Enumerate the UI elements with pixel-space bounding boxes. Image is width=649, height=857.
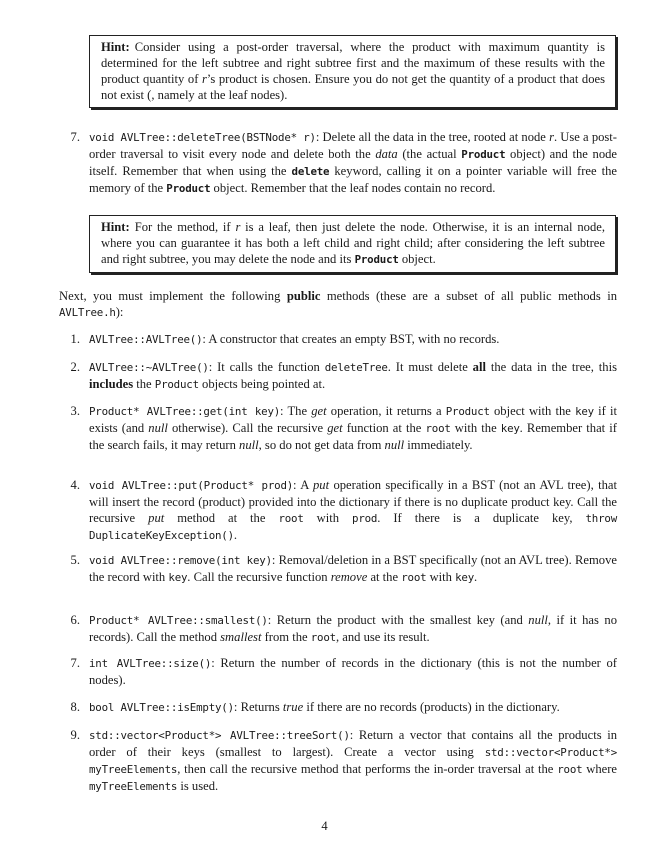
emphasis: remove (330, 570, 368, 584)
item-text: with (426, 570, 456, 584)
item-text: where (582, 762, 617, 776)
code-inline: root (310, 631, 336, 644)
code-inline: key (455, 571, 475, 584)
item-text: the data in the tree, this (485, 360, 617, 374)
code-inline: root (425, 422, 451, 435)
variable-r: r (201, 72, 207, 86)
intro-paragraph (59, 288, 617, 321)
emphasis: put (313, 478, 330, 492)
item-text: . It must delete (387, 360, 473, 374)
item-text: with the (450, 421, 501, 435)
item-text: , if it has no records). Call the method (89, 613, 617, 644)
item-text: : Removal/deletion in a BST specifically (not an AVL tree). Remove the record with (89, 553, 617, 584)
code-inline: key (500, 422, 520, 435)
emphasis: smallest (220, 630, 262, 644)
emphasis: null (148, 421, 168, 435)
method-signature: AVLTree::AVLTree() (89, 333, 203, 346)
item-text: object) and the node itself. Remember that when using the (89, 147, 617, 178)
list-item-remove (89, 552, 617, 586)
code-inline: root (401, 571, 427, 584)
method-signature: Product* AVLTree::smallest() (89, 614, 268, 627)
hint-box-1 (89, 35, 616, 108)
item-text: : A constructor that creates an empty BST, with no records. (202, 332, 500, 346)
emphasis: null (528, 613, 548, 627)
emphasis: get (327, 421, 343, 435)
list-item-get (89, 403, 617, 453)
item-text: operation, it returns a (326, 404, 446, 418)
code-inline: root (557, 763, 583, 776)
variable-r: r (235, 220, 241, 234)
item-text: , so do not get data from (258, 438, 385, 452)
hint-text: object. (398, 252, 436, 266)
list-item-size (89, 655, 617, 688)
code-inline: key (575, 405, 594, 418)
list-number: 7. (70, 130, 80, 144)
item-text: : Returns (233, 700, 283, 714)
code-inline: prod (352, 512, 378, 525)
hint-box-2 (89, 215, 616, 273)
hint-text: Consider using a post-order traversal, where the product with maximum quantity is determined for the left subtree and right subtree first and the maximum of these results with the product quantity of (101, 40, 605, 86)
code-product: Product (354, 253, 399, 266)
item-text: is used. (177, 779, 219, 793)
item-text: if there are no records (products) in the dictionary. (303, 700, 560, 714)
list-number: 2. (70, 360, 80, 374)
list-item-constructor (89, 331, 617, 348)
hint-text: For the method, if (134, 220, 236, 234)
emphasis: put (148, 511, 165, 525)
hint-label: Hint: (101, 220, 130, 234)
item-text: the (133, 377, 155, 391)
hint-label: Hint: (101, 40, 130, 54)
item-text: from the (261, 630, 311, 644)
list-item-put (89, 477, 617, 544)
code-inline: std::vector<Product*> myTreeElements (89, 746, 617, 776)
list-number: 1. (70, 332, 80, 346)
code-product: Product (461, 148, 506, 161)
method-signature: void AVLTree::deleteTree(BSTNode* r) (89, 131, 316, 144)
method-signature: void AVLTree::put(Product* prod) (89, 479, 294, 492)
item-text: objects being pointed at. (198, 377, 326, 391)
item-text: . If there is a duplicate key, (377, 511, 586, 525)
intro-text: Next, you must implement the following (59, 289, 287, 303)
emphasis: null (384, 438, 405, 452)
code-inline: key (168, 571, 188, 584)
emphasis: null (239, 438, 259, 452)
intro-text: methods (these are a subset of all public methods in (320, 289, 617, 303)
item-text: : Delete all the data in the tree, rooted at node (315, 130, 550, 144)
item-text: immediately. (404, 438, 473, 452)
method-signature: void AVLTree::remove(int key) (89, 554, 272, 567)
list-number: 4. (70, 478, 80, 492)
code-inline: Product (154, 378, 199, 391)
method-signature: bool AVLTree::isEmpty() (89, 701, 234, 714)
item-text: . Remember that if the search fails, it may return (89, 421, 617, 452)
item-text: : The (280, 404, 312, 418)
intro-text: ): (115, 305, 124, 319)
item-text: operation specifically in a BST (not an AVL tree), that will insert the record (product) provided into the dictionary if there is no duplicate product key. Call the recursive (89, 478, 617, 525)
list-number: 5. (70, 553, 80, 567)
item-text: method at the (164, 511, 279, 525)
code-inline: throw DuplicateKeyException() (89, 512, 618, 542)
item-text: : Return the number of records in the dictionary (this is not the number of nodes). (89, 656, 617, 687)
item-text: keyword, calling it on a pointer variable will free the memory of the (89, 164, 618, 195)
page-number: 4 (321, 819, 328, 833)
item-text: with (303, 511, 353, 525)
list-item-smallest (89, 612, 617, 646)
item-text: : It calls the function (208, 360, 325, 374)
method-signature: std::vector<Product*> AVLTree::treeSort() (89, 729, 350, 742)
item-text: object with the (489, 404, 576, 418)
emphasis-data: data (375, 147, 398, 161)
variable-r: r (549, 130, 554, 144)
list-item-destructor (89, 359, 617, 393)
method-signature: Product* AVLTree::get(int key) (89, 405, 281, 418)
code-inline: Product (445, 405, 490, 418)
item-text: . (474, 570, 478, 584)
emphasis: get (311, 404, 327, 418)
item-text: . (233, 528, 238, 542)
code-inline: deleteTree (324, 361, 388, 374)
item-text: if it exists (and (89, 404, 617, 435)
item-text: . Use a post-order traversal to visit every node and delete both the (89, 130, 618, 161)
method-signature: AVLTree::~AVLTree() (89, 361, 209, 374)
hint-text-cont: ’s product is chosen. Ensure you do not get the quantity of a product that does not exist (, namely at the leaf nodes). (101, 72, 605, 102)
code-product: Product (166, 182, 211, 195)
bold-text: all (472, 360, 486, 374)
method-signature: int AVLTree::size() (89, 657, 212, 670)
item-text: , then call the recursive method that performs the in-order traversal at the (177, 762, 558, 776)
code-filename: AVLTree.h (59, 306, 116, 319)
bold-public: public (286, 289, 321, 303)
list-number: 6. (70, 613, 80, 627)
item-text: . Call the recursive function (187, 570, 331, 584)
list-number: 8. (70, 700, 80, 714)
bold-text: includes (89, 377, 134, 391)
code-inline: myTreeElements (89, 780, 178, 793)
item-text: : Return a vector that contains all the products in order of their keys (smallest to largest). Create a vector using (89, 728, 617, 759)
item-text: : Return the product with the smallest key (and (267, 613, 529, 627)
item-text: otherwise). Call the recursive (167, 421, 328, 435)
item-text: , and use its result. (335, 630, 430, 644)
item-text: (the actual (397, 147, 462, 161)
list-number: 9. (70, 728, 80, 742)
list-item-isempty (89, 699, 617, 716)
hint-text: is a leaf, then just delete the node. Otherwise, it is an internal node, where you can guarantee it has both a left child and right child; after considering the left subtree and right subtree, you may delete the node and its (101, 220, 605, 266)
list-item-treesort (89, 727, 617, 795)
code-inline: root (278, 512, 304, 525)
item-text: function at the (342, 421, 426, 435)
emphasis: true (282, 700, 304, 714)
list-item-deletetree (89, 129, 617, 197)
item-text: object. Remember that the leaf nodes contain no record. (210, 181, 496, 195)
code-delete: delete (291, 165, 330, 178)
list-number: 3. (70, 404, 80, 418)
item-text: : A (293, 478, 313, 492)
list-number: 7. (70, 656, 80, 670)
item-text: at the (367, 570, 402, 584)
